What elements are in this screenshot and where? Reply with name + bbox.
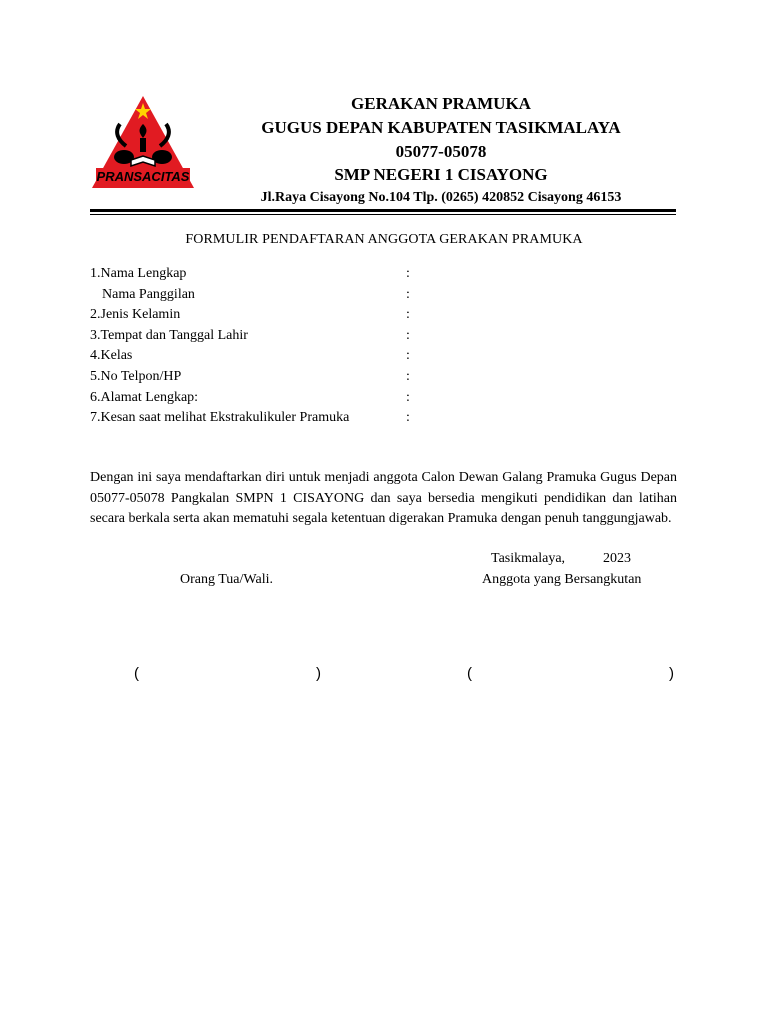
parent-signature-label: Orang Tua/Wali. bbox=[180, 572, 273, 587]
logo-text: PRANSACITAS bbox=[96, 169, 190, 184]
member-signature-close-paren: ) bbox=[669, 665, 674, 682]
field-row-address[interactable] bbox=[90, 388, 690, 409]
header-divider-thin bbox=[90, 214, 676, 215]
field-label: 6.Alamat Lengkap: bbox=[90, 389, 199, 405]
field-label: Nama Panggilan bbox=[102, 286, 195, 302]
field-row-phone[interactable] bbox=[90, 367, 690, 388]
field-colon: : bbox=[406, 368, 410, 384]
field-colon: : bbox=[406, 389, 410, 405]
member-signature-label: Anggota yang Bersangkutan bbox=[482, 572, 642, 587]
header-school: SMP NEGERI 1 CISAYONG bbox=[334, 165, 548, 184]
field-row-class[interactable] bbox=[90, 346, 690, 367]
year-label: 2023 bbox=[603, 551, 632, 566]
parent-signature-open-paren: ( bbox=[134, 665, 139, 682]
form-fields bbox=[90, 264, 690, 429]
field-colon: : bbox=[406, 266, 410, 281]
header-org: GERAKAN PRAMUKA bbox=[351, 94, 531, 113]
form-title: FORMULIR PENDAFTARAN ANGGOTA GERAKAN PRAMUKA bbox=[185, 232, 583, 247]
field-colon: : bbox=[406, 286, 410, 302]
field-label: 2.Jenis Kelamin bbox=[90, 307, 181, 323]
header-unit: GUGUS DEPAN KABUPATEN TASIKMALAYA bbox=[261, 118, 621, 137]
field-row-birth-place-date[interactable] bbox=[90, 326, 690, 347]
declaration-paragraph: Dengan ini saya mendaftarkan diri untuk menjadi anggota Calon Dewan Galang Pramuka Gugus Depan 05077-05078 Pangkalan SMPN 1 CISAYONG dan saya bersedia mengikuti pendidikan dan latihan secara berkala serta akan mematuhi segala ketentuan digerakan Pramuka dengan penuh tanggungjawab. bbox=[90, 470, 677, 527]
place-label: Tasikmalaya, bbox=[491, 551, 566, 566]
place-date bbox=[491, 551, 631, 567]
field-label: 4.Kelas bbox=[90, 348, 133, 364]
field-label: 3.Tempat dan Tanggal Lahir bbox=[90, 327, 248, 343]
field-label: 1.Nama Lengkap bbox=[90, 266, 187, 281]
field-colon: : bbox=[406, 307, 410, 323]
field-row-impression[interactable] bbox=[90, 408, 690, 429]
field-row-nickname[interactable] bbox=[90, 285, 690, 306]
field-row-gender[interactable] bbox=[90, 305, 690, 326]
field-label: 5.No Telpon/HP bbox=[90, 368, 182, 384]
header-address: Jl.Raya Cisayong No.104 Tlp. (0265) 420852 Cisayong 46153 bbox=[260, 190, 622, 205]
field-label: 7.Kesan saat melihat Ekstrakulikuler Pramuka bbox=[90, 410, 350, 426]
header-divider-thick bbox=[90, 209, 676, 212]
parent-signature-close-paren: ) bbox=[316, 665, 321, 682]
header-number: 05077-05078 bbox=[395, 142, 487, 161]
field-colon: : bbox=[406, 410, 410, 426]
field-row-full-name[interactable] bbox=[90, 264, 690, 285]
field-colon: : bbox=[406, 348, 410, 364]
field-colon: : bbox=[406, 327, 410, 343]
member-signature-open-paren: ( bbox=[467, 665, 472, 682]
